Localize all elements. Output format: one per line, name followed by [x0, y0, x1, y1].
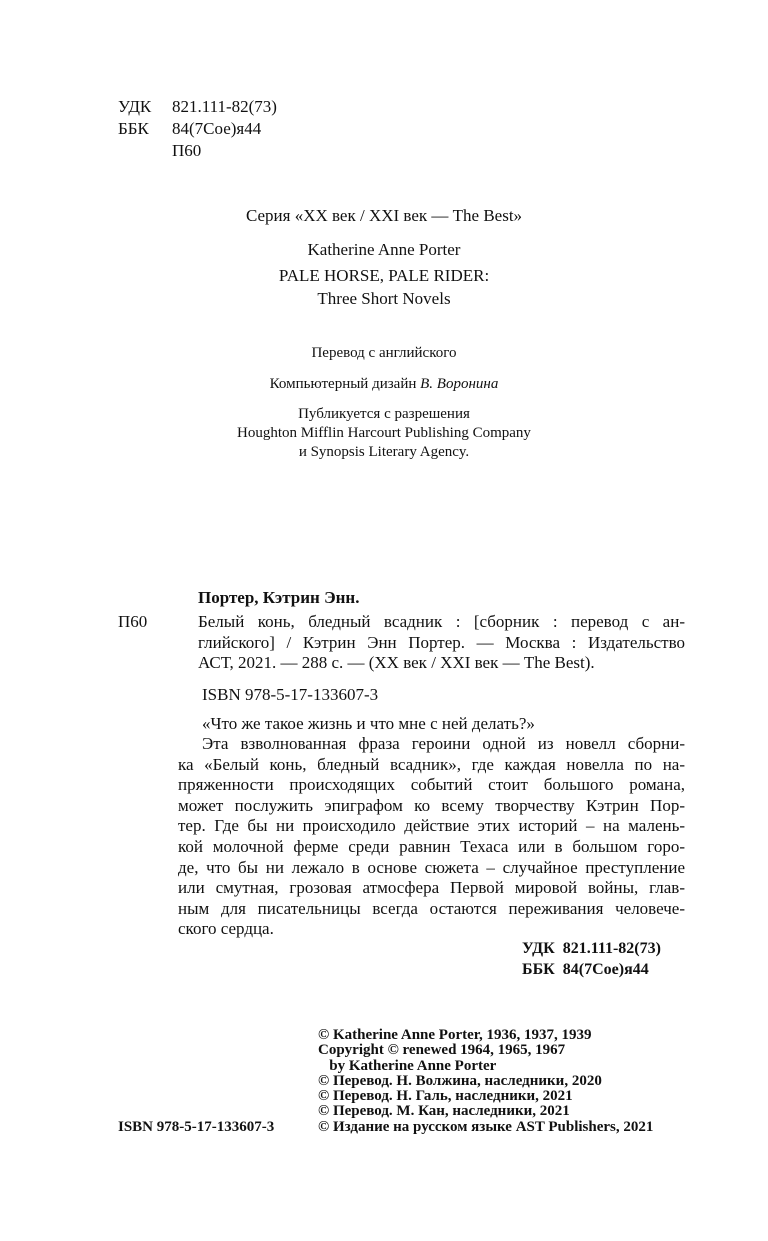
- annotation-line: тер. Где бы ни происходило действие этих историй – на малень-: [178, 816, 685, 836]
- design-name: В. Воронина: [420, 376, 499, 392]
- subtitle-en: Three Short Novels: [317, 289, 451, 308]
- series-line: Серия «ХХ век / XXI век — The Best»: [245, 206, 523, 225]
- annotation-line: может послужить эпиграфом ко всему творчеству Кэтрин Пор-: [178, 795, 685, 815]
- copyright-line: © Перевод. М. Кан, наследники, 2021: [318, 1103, 570, 1120]
- annotation-line: ным для писательницы всегда остаются переживания человече-: [178, 898, 685, 918]
- udk-bold: УДК 821.111-82(73): [522, 940, 661, 957]
- bbk-bold: ББК 84(7Сое)я44: [522, 961, 649, 978]
- copyright-line: © Перевод. Н. Волжина, наследники, 2020: [318, 1072, 602, 1089]
- copyright-block: [318, 1028, 653, 1135]
- copyright-line: © Katherine Anne Porter, 1936, 1937, 1939: [318, 1027, 592, 1043]
- desc-line: Белый конь, бледный всадник : [сборник : перевод с ан-: [198, 612, 685, 631]
- copyright-line: © Издание на русском языке AST Publishers, 2021: [318, 1118, 654, 1135]
- annotation-line: Эта взволнованная фраза героини одной из новелл сборни-: [202, 734, 685, 753]
- copyright-isbn: ISBN 978-5-17-133607-3: [118, 1119, 275, 1135]
- record-quote: «Что же такое жизнь и что мне с ней делать?»: [202, 714, 535, 733]
- udk-code: [118, 97, 277, 117]
- annotation-line: пряженности происходящих событий стоит большого романа,: [178, 775, 685, 795]
- design-credit: [0, 375, 768, 394]
- record-description: [198, 612, 685, 674]
- copyright-line: Copyright © renewed 1964, 1965, 1967: [318, 1042, 566, 1059]
- udk-value: 821.111-82(73): [172, 97, 277, 116]
- annotation-line: ка «Белый конь, бледный всадник», где каждая новелла по на-: [178, 754, 685, 774]
- annotation-line: ского сердца.: [178, 919, 274, 939]
- annotation-line: де, что бы ни лежало в основе сюжета – случайное преступление: [178, 857, 685, 877]
- udk-label: УДК: [118, 97, 152, 116]
- permission-line-2: Houghton Mifflin Harcourt Publishing Company: [237, 425, 531, 441]
- desc-line: глийского] / Кэтрин Энн Портер. — Москва : Издательство: [198, 632, 685, 652]
- copyright-line: © Перевод. Н. Галь, наследники, 2021: [318, 1088, 573, 1105]
- record-mark: П60: [118, 612, 148, 631]
- copyright-line: by Katherine Anne Porter: [318, 1057, 497, 1074]
- bbk-value: 84(7Сое)я44: [172, 119, 262, 138]
- bbk-label: ББК: [118, 119, 149, 138]
- annotation-line: кой молочной ферме среди равнин Техаса или в большом горо-: [178, 836, 685, 856]
- permission-line-3: и Synopsis Literary Agency.: [298, 444, 470, 460]
- desc-line: АСТ, 2021. — 288 с. — (ХХ век / XXI век — The Best).: [198, 653, 595, 673]
- translation-note: Перевод с английского: [311, 345, 457, 361]
- record-isbn: ISBN 978-5-17-133607-3: [202, 685, 379, 704]
- record-heading: Портер, Кэтрин Энн.: [198, 588, 360, 607]
- author-en: Katherine Anne Porter: [307, 240, 461, 259]
- design-prefix: Компьютерный дизайн: [269, 376, 417, 392]
- bbk-code: [118, 119, 261, 139]
- annotation-line: или смутная, грозовая атмосфера Первой мировой войны, глав-: [178, 878, 685, 898]
- permission-line-1: Публикуется с разрешения: [298, 406, 470, 422]
- author-mark: П60: [172, 141, 202, 160]
- title-en: PALE HORSE, PALE RIDER:: [278, 266, 490, 285]
- annotation: [178, 734, 685, 940]
